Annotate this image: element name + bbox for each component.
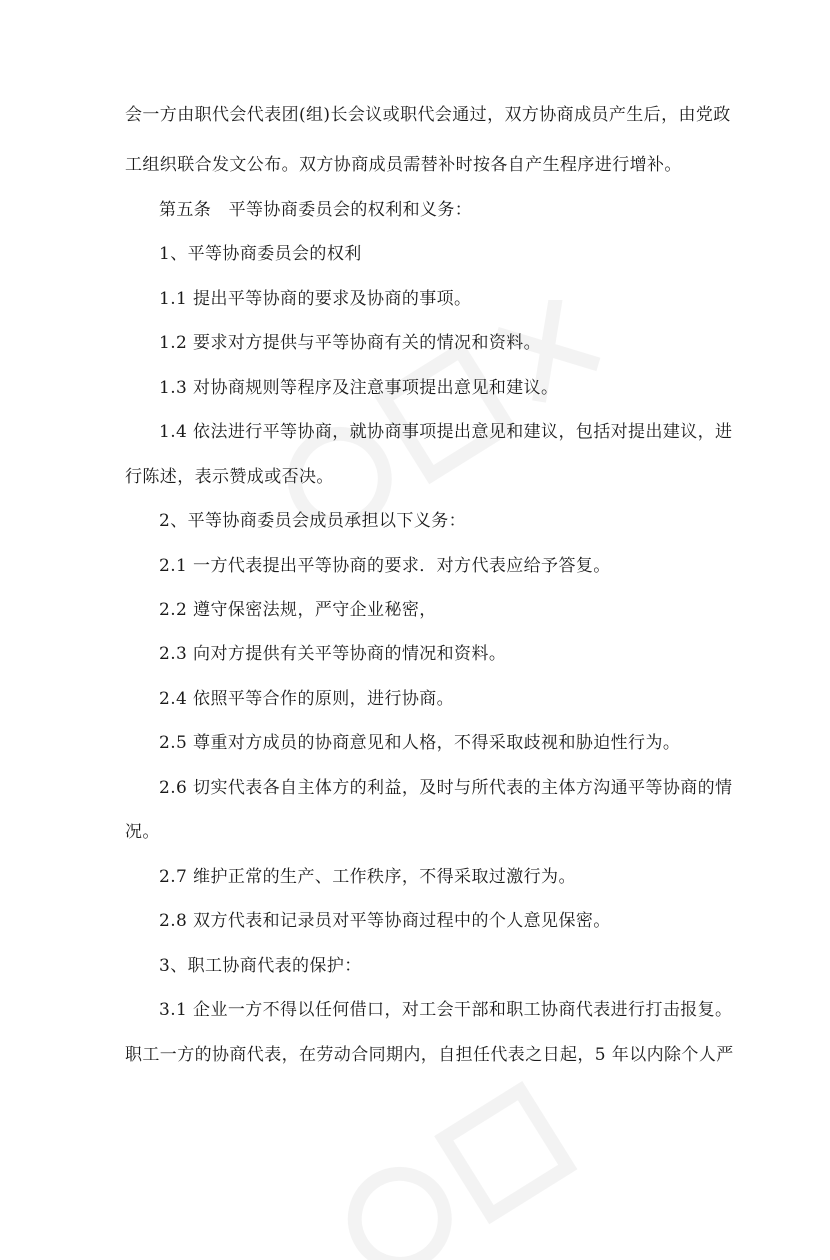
list-item: 1.3 对协商规则等程序及注意事项提出意见和建议。	[159, 378, 559, 398]
list-item: 2.8 双方代表和记录员对平等协商过程中的个人意见保密。	[159, 911, 611, 931]
subsection-heading: 2、平等协商委员会成员承担以下义务：	[159, 511, 467, 531]
list-item: 2.6 切实代表各自主体方的利益，及时与所代表的主体方沟通平等协商的情	[159, 778, 733, 798]
list-item: 2.7 维护正常的生产、工作秩序，不得采取过激行为。	[159, 867, 576, 887]
list-item: 2.4 依照平等合作的原则，进行协商。	[159, 689, 455, 709]
list-item: 1.2 要求对方提供与平等协商有关的情况和资料。	[159, 333, 542, 353]
list-item-continuation: 职工一方的协商代表，在劳动合同期内，自担任代表之日起，5 年以内除个人严	[125, 1045, 734, 1065]
paragraph-line: 会一方由职代会代表团(组)长会议或职代会通过，双方协商成员产生后，由党政	[125, 105, 731, 125]
list-item-continuation: 行陈述，表示赞成或否决。	[125, 467, 334, 487]
subsection-heading: 3、职工协商代表的保护：	[159, 956, 362, 976]
subsection-heading: 1、平等协商委员会的权利	[159, 244, 362, 264]
section-heading: 第五条 平等协商委员会的权利和义务：	[159, 200, 473, 220]
list-item-continuation: 况。	[125, 822, 160, 842]
list-item: 2.2 遵守保密法规，严守企业秘密，	[159, 600, 437, 620]
list-item: 1.4 依法进行平等协商，就协商事项提出意见和建议，包括对提出建议，进	[159, 422, 733, 442]
list-item: 2.3 向对方提供有关平等协商的情况和资料。	[159, 644, 507, 664]
list-item: 1.1 提出平等协商的要求及协商的事项。	[159, 289, 472, 309]
list-item: 3.1 企业一方不得以任何借口，对工会干部和职工协商代表进行打击报复。	[159, 1000, 733, 1020]
paragraph-line: 工组织联合发文公布。双方协商成员需替补时按各自产生程序进行增补。	[125, 155, 682, 175]
list-item: 2.5 尊重对方成员的协商意见和人格，不得采取歧视和胁迫性行为。	[159, 733, 681, 753]
watermark-icon	[300, 1040, 720, 1260]
list-item: 2.1 一方代表提出平等协商的要求．对方代表应给予答复。	[159, 556, 611, 576]
